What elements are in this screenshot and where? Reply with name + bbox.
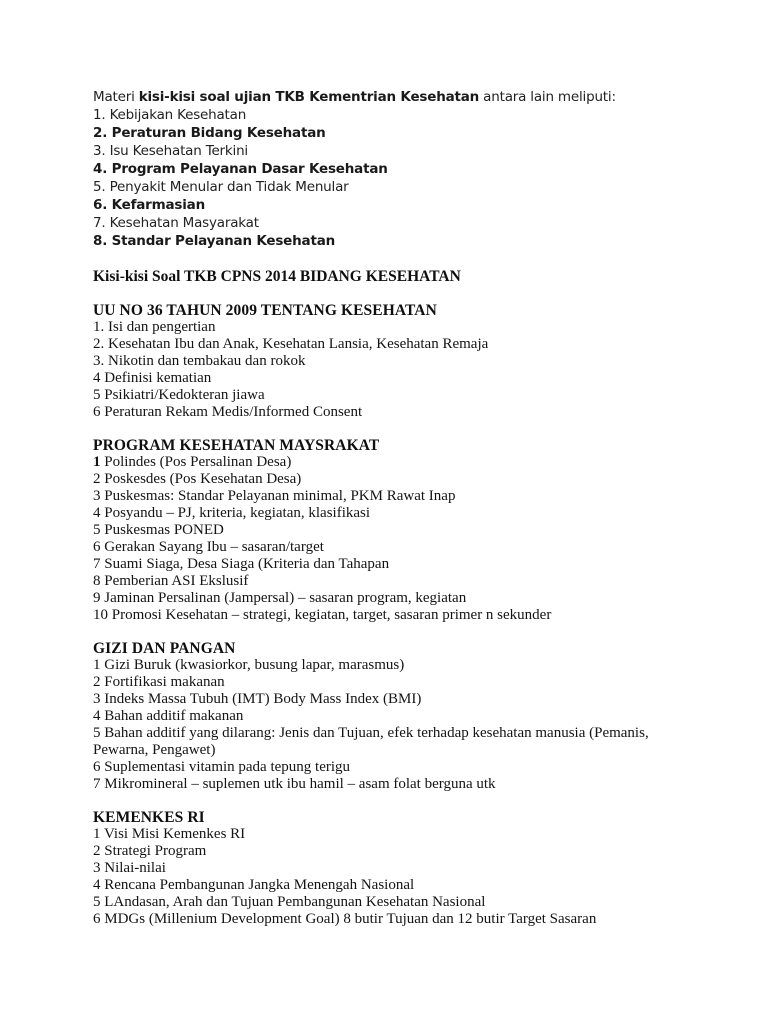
section-item-bold-number: 1 xyxy=(93,454,101,470)
section-item: 1 Polindes (Pos Persalinan Desa) xyxy=(93,454,292,470)
intro-emphasis: kisi-kisi soal ujian TKB Kementrian Kesehatan xyxy=(138,89,480,105)
section-item: 1 Visi Misi Kemenkes RI xyxy=(93,826,246,842)
section-item: 5 LAndasan, Arah dan Tujuan Pembangunan Kesehatan Nasional xyxy=(93,894,486,910)
section-item: 3 Indeks Massa Tubuh (IMT) Body Mass Index (BMI) xyxy=(93,691,422,707)
intro-list-item: 2. Peraturan Bidang Kesehatan xyxy=(93,125,326,141)
section-item: 4 Rencana Pembangunan Jangka Menengah Nasional xyxy=(93,877,415,893)
section-item: 4 Definisi kematian xyxy=(93,370,212,386)
section xyxy=(93,640,688,793)
section-item: 7 Suami Siaga, Desa Siaga (Kriteria dan Tahapan xyxy=(93,556,390,572)
sections xyxy=(93,302,688,928)
section-heading: PROGRAM KESEHATAN MAYSRAKAT xyxy=(93,437,380,454)
section-item: 9 Jaminan Persalinan (Jampersal) – sasaran program, kegiatan xyxy=(93,590,467,606)
intro-list-item: 1. Kebijakan Kesehatan xyxy=(93,107,247,123)
intro-list-item: 3. Isu Kesehatan Terkini xyxy=(93,143,248,159)
intro-list-item: 5. Penyakit Menular dan Tidak Menular xyxy=(93,179,349,195)
section-item: 4 Bahan additif makanan xyxy=(93,708,244,724)
intro-list-item: 4. Program Pelayanan Dasar Kesehatan xyxy=(93,161,388,177)
doc-title: Kisi-kisi Soal TKB CPNS 2014 BIDANG KESEHATAN xyxy=(93,268,461,285)
section-item: 6 MDGs (Millenium Development Goal) 8 butir Tujuan dan 12 butir Target Sasaran xyxy=(93,911,597,927)
section-item: 7 Mikromineral – suplemen utk ibu hamil – asam folat berguna utk xyxy=(93,776,496,792)
section xyxy=(93,437,688,624)
section-item: 5 Bahan additif yang dilarang: Jenis dan Tujuan, efek terhadap kesehatan manusia (Pemanis, Pewarna, Pengawet) xyxy=(93,725,649,758)
section-heading: KEMENKES RI xyxy=(93,809,205,826)
section-item: 3. Nikotin dan tembakau dan rokok xyxy=(93,353,306,369)
section-item: 2 Fortifikasi makanan xyxy=(93,674,225,690)
section-item: 5 Psikiatri/Kedokteran jiawa xyxy=(93,387,265,403)
section-item: 1 Gizi Buruk (kwasiorkor, busung lapar, marasmus) xyxy=(93,657,405,673)
section xyxy=(93,302,688,421)
intro-suffix: antara lain meliputi: xyxy=(479,89,616,105)
section-item: 6 Suplementasi vitamin pada tepung terigu xyxy=(93,759,351,775)
intro-list xyxy=(93,106,688,250)
section-item: 2 Poskesdes (Pos Kesehatan Desa) xyxy=(93,471,302,487)
section xyxy=(93,809,688,928)
intro-list-item: 6. Kefarmasian xyxy=(93,197,206,213)
section-heading: GIZI DAN PANGAN xyxy=(93,640,236,657)
section-item: 6 Gerakan Sayang Ibu – sasaran/target xyxy=(93,539,324,555)
section-item: 6 Peraturan Rekam Medis/Informed Consent xyxy=(93,404,363,420)
intro-prefix: Materi xyxy=(93,89,139,105)
section-item: 1. Isi dan pengertian xyxy=(93,319,216,335)
section-item: 3 Nilai-nilai xyxy=(93,860,166,876)
intro-list-item: 8. Standar Pelayanan Kesehatan xyxy=(93,233,336,249)
section-item: 4 Posyandu – PJ, kriteria, kegiatan, klasifikasi xyxy=(93,505,371,521)
section-heading: UU NO 36 TAHUN 2009 TENTANG KESEHATAN xyxy=(93,302,437,319)
section-item: 8 Pemberian ASI Ekslusif xyxy=(93,573,249,589)
section-item: 5 Puskesmas PONED xyxy=(93,522,224,538)
section-item: 2. Kesehatan Ibu dan Anak, Kesehatan Lansia, Kesehatan Remaja xyxy=(93,336,489,352)
section-item: 2 Strategi Program xyxy=(93,843,207,859)
section-item: 3 Puskesmas: Standar Pelayanan minimal, PKM Rawat Inap xyxy=(93,488,456,504)
intro-paragraph xyxy=(93,88,688,106)
section-item: 10 Promosi Kesehatan – strategi, kegiatan, target, sasaran primer n sekunder xyxy=(93,607,552,623)
intro-list-item: 7. Kesehatan Masyarakat xyxy=(93,215,259,231)
